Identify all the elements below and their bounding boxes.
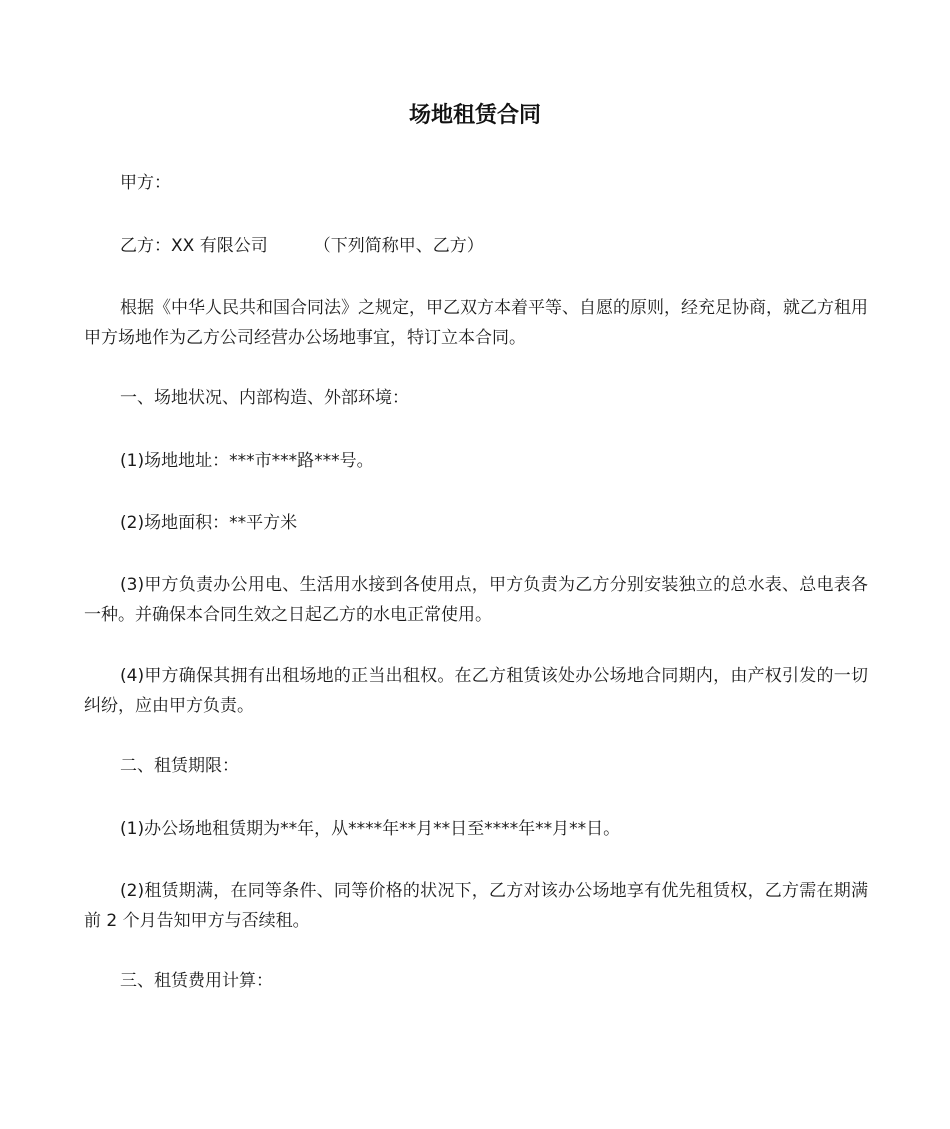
section-1-item-1: (1)场地地址：***市***路***号。 xyxy=(120,451,374,471)
section-3-heading: 三、租赁费用计算： xyxy=(120,971,273,991)
section-1-item-4: (4)甲方确保其拥有出租场地的正当出租权。在乙方租赁该处办公场地合同期内，由产权引发的一切纠纷，应由甲方负责。 xyxy=(84,666,868,716)
party-b-note: （下列简称甲、乙方） xyxy=(313,236,484,256)
section-2-item-2: (2)租赁期满，在同等条件、同等价格的状况下，乙方对该办公场地享有优先租赁权，乙方需在期满前 2 个月告知甲方与否续租。 xyxy=(84,881,868,931)
section-2-item-1: (1)办公场地租赁期为**年，从****年**月**日至****年**月**日。 xyxy=(120,819,621,839)
section-1-item-2: (2)场地面积：**平方米 xyxy=(120,513,298,533)
document-title: 场地租赁合同 xyxy=(408,103,541,128)
section-1-heading: 一、场地状况、内部构造、外部环境： xyxy=(120,388,409,408)
basis-paragraph: 根据《中华人民共和国合同法》之规定，甲乙双方本着平等、自愿的原则，经充足协商，就乙方租用甲方场地作为乙方公司经营办公场地事宜，特订立本合同。 xyxy=(84,298,868,348)
section-1-item-3: (3)甲方负责办公用电、生活用水接到各使用点，甲方负责为乙方分别安装独立的总水表、总电表各一种。并确保本合同生效之日起乙方的水电正常使用。 xyxy=(84,575,868,625)
party-b-line xyxy=(84,231,868,261)
party-a-line: 甲方： xyxy=(120,173,171,193)
section-2-heading: 二、租赁期限： xyxy=(120,756,239,776)
party-b-name: 乙方：XX 有限公司 xyxy=(120,236,268,256)
